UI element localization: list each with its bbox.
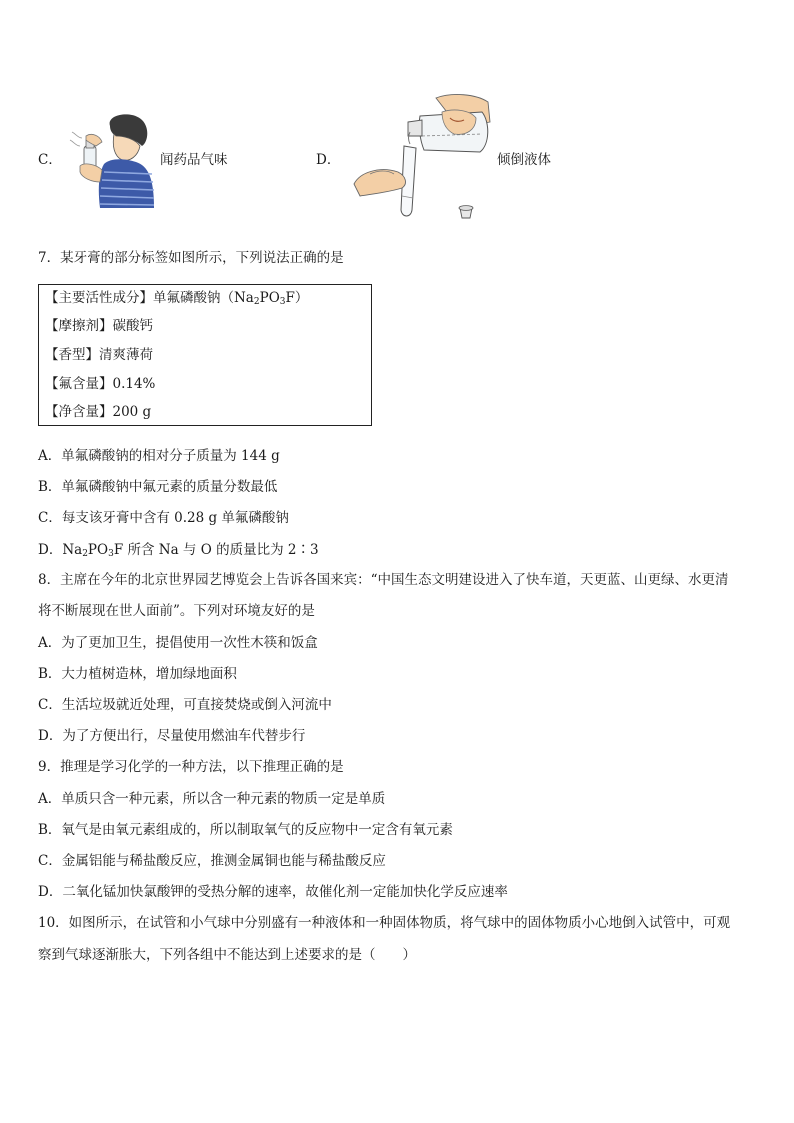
q8-stem-line1: 8．主席在今年的北京世界园艺博览会上告诉各国来宾：“中国生态文明建设进入了快车道，天更蓝、山更绿、水更清 — [38, 572, 729, 588]
option-d-text: 倾倒液体 — [497, 152, 551, 168]
pouring-liquid-illustration — [350, 92, 496, 224]
q9-option-a: A．单质只含一种元素，所以含一种元素的物质一定是单质 — [38, 791, 386, 807]
q9-stem: 9．推理是学习化学的一种方法，以下推理正确的是 — [38, 759, 344, 775]
q8-option-b: B．大力植树造林，增加绿地面积 — [38, 666, 237, 682]
option-c-letter: C． — [38, 152, 62, 168]
q8-option-a: A．为了更加卫生，提倡使用一次性木筷和饭盒 — [38, 635, 318, 651]
q9-option-c: C．金属铝能与稀盐酸反应，推测金属铜也能与稀盐酸反应 — [38, 853, 386, 869]
label-row-abrasive: 【摩擦剂】碳酸钙 — [45, 318, 153, 334]
q7-option-c: C．每支该牙膏中含有 0.28 g 单氟磷酸钠 — [38, 510, 289, 526]
q9-option-b: B．氧气是由氧元素组成的，所以制取氧气的反应物中一定含有氧元素 — [38, 822, 453, 838]
toothpaste-label-box — [38, 284, 372, 426]
q9-option-d: D．二氧化锰加快氯酸钾的受热分解的速率，故催化剂一定能加快化学反应速率 — [38, 884, 508, 900]
q7-option-d: D．$Na_2PO_3F$ 所含 Na 与 O 的质量比为 2∶3 — [38, 542, 319, 559]
q8-stem-line2: 将不断展现在世人面前”。下列对环境友好的是 — [38, 603, 315, 619]
smelling-chemical-illustration — [66, 112, 158, 208]
label-row-net-content: 【净含量】200 g — [45, 404, 152, 420]
q7-option-b: B．单氟磷酸钠中氟元素的质量分数最低 — [38, 479, 278, 495]
q7-option-a: A．单氟磷酸钠的相对分子质量为 144 g — [38, 448, 280, 464]
q7-stem: 7．某牙膏的部分标签如图所示，下列说法正确的是 — [38, 250, 344, 266]
q8-option-c: C．生活垃圾就近处理，可直接焚烧或倒入河流中 — [38, 697, 332, 713]
q10-stem-line1: 10．如图所示，在试管和小气球中分别盛有一种液体和一种固体物质，将气球中的固体物质小心地倒入试管中，可观 — [38, 915, 731, 931]
option-c-text: 闻药品气味 — [160, 152, 228, 168]
q8-option-d: D．为了方便出行，尽量使用燃油车代替步行 — [38, 728, 306, 744]
label-row-active-ingredient: 【主要活性成分】单氟磷酸钠$(Na_2PO_3F)$ — [45, 290, 309, 307]
q10-stem-line2: 察到气球逐渐胀大，下列各组中不能达到上述要求的是（ ） — [38, 947, 416, 963]
option-d-letter: D． — [316, 152, 341, 168]
label-row-fluorine: 【氟含量】0.14% — [45, 376, 156, 392]
label-row-flavor: 【香型】清爽薄荷 — [45, 347, 153, 363]
